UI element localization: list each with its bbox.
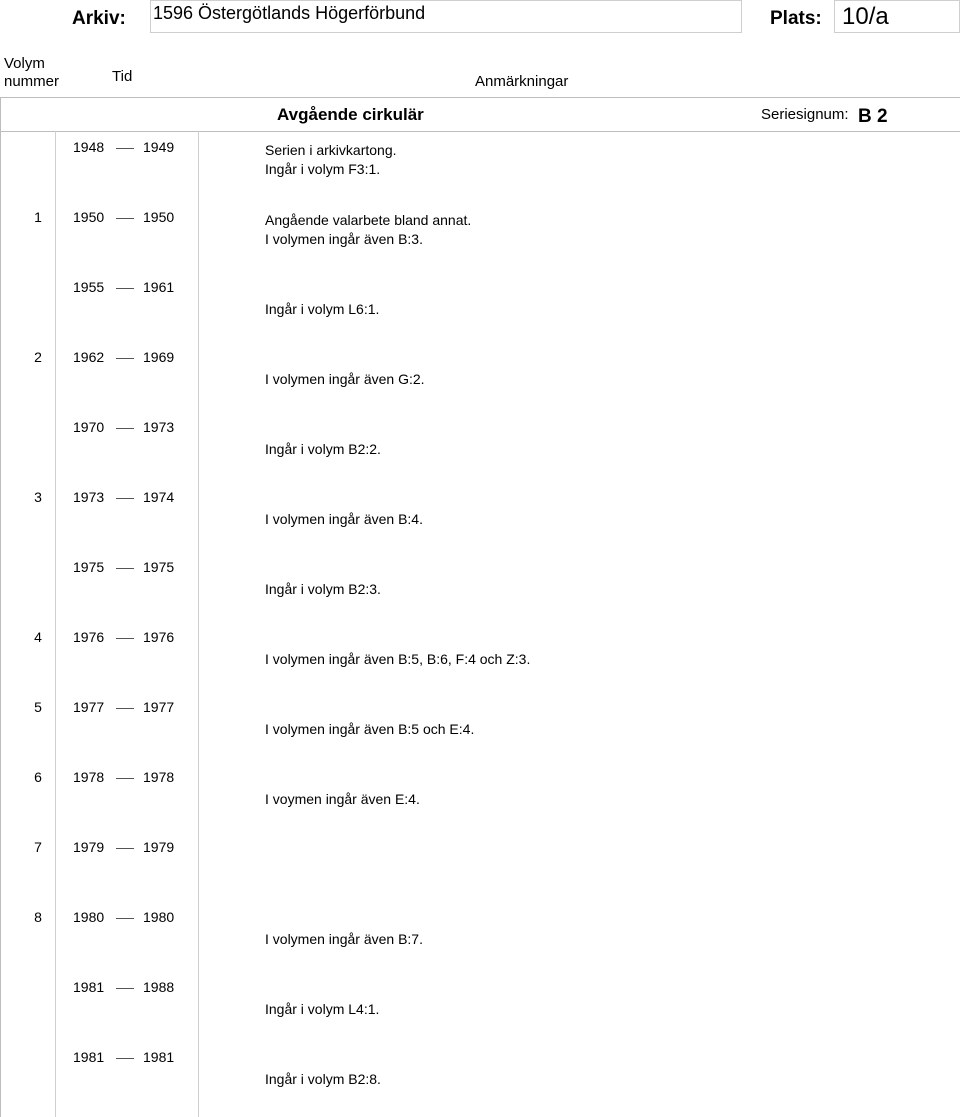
year-range-dash	[116, 708, 134, 709]
year-range-dash	[116, 638, 134, 639]
year-to: 1978	[143, 769, 175, 785]
year-range-dash	[116, 918, 134, 919]
year-from: 1979	[73, 839, 105, 855]
seriesignum-value: B 2	[858, 106, 888, 127]
year-from: 1975	[73, 559, 105, 575]
table-row	[0, 341, 960, 407]
column-header-tid: Tid	[112, 68, 133, 85]
series-title: Avgående cirkulär	[277, 105, 424, 124]
remark	[265, 561, 381, 599]
year-to: 1988	[143, 979, 175, 995]
column-header-volym-line1: Volym	[4, 55, 45, 72]
column-header-volym-line2: nummer	[4, 73, 60, 90]
remark-line: Ingår i volym L6:1.	[265, 301, 380, 317]
column-header-anmarkningar: Anmärkningar	[475, 73, 569, 90]
remark-line	[265, 1051, 381, 1070]
year-from: 1973	[73, 489, 105, 505]
year-to: 1974	[143, 489, 175, 505]
year-to: 1980	[143, 909, 175, 925]
year-range-dash	[116, 568, 134, 569]
year-from: 1981	[73, 979, 105, 995]
remark-line: I volymen ingår även B:5, B:6, F:4 och Z:3.	[265, 651, 531, 667]
remark-line	[265, 771, 420, 790]
year-range-dash	[116, 1058, 134, 1059]
remark-line	[265, 561, 381, 580]
year-range-dash	[116, 778, 134, 779]
volume-number: 6	[34, 769, 42, 785]
table-row	[0, 621, 960, 687]
remark-line	[265, 981, 379, 1000]
remark-line: Ingår i volym B2:8.	[265, 1071, 381, 1087]
table-row	[0, 1041, 960, 1107]
volume-number: 3	[34, 489, 42, 505]
year-range-dash	[116, 358, 134, 359]
year-to: 1961	[143, 279, 175, 295]
year-to: 1969	[143, 349, 175, 365]
table-row	[0, 271, 960, 337]
year-range-dash	[116, 288, 134, 289]
remark-line: I volymen ingår även B:3.	[265, 231, 423, 247]
year-range-dash	[116, 988, 134, 989]
remark	[265, 771, 420, 809]
table-row	[0, 551, 960, 617]
remark	[265, 1051, 381, 1089]
year-to: 1976	[143, 629, 175, 645]
remark	[265, 421, 381, 459]
remark-line	[265, 351, 425, 370]
table-row	[0, 131, 960, 197]
remark-line: Ingår i volym B2:2.	[265, 441, 381, 457]
table-row	[0, 831, 960, 897]
arkiv-label: Arkiv:	[72, 8, 126, 29]
remark	[265, 141, 397, 179]
year-to: 1949	[143, 139, 175, 155]
year-from: 1978	[73, 769, 105, 785]
volume-number: 5	[34, 699, 42, 715]
remark-line	[265, 491, 423, 510]
volume-number: 1	[34, 209, 42, 225]
year-to: 1977	[143, 699, 175, 715]
remark-line	[265, 421, 381, 440]
remark	[265, 701, 474, 739]
table-row	[0, 691, 960, 757]
table-row	[0, 971, 960, 1037]
remark-line: I voymen ingår även E:4.	[265, 791, 420, 807]
remark	[265, 351, 425, 389]
remark	[265, 491, 423, 529]
remark-line: Ingår i volym L4:1.	[265, 1001, 380, 1017]
year-to: 1981	[143, 1049, 175, 1065]
year-from: 1981	[73, 1049, 105, 1065]
remark-line: Serien i arkivkartong.	[265, 142, 397, 158]
year-from: 1955	[73, 279, 105, 295]
remark-line: Ingår i volym B2:3.	[265, 581, 381, 597]
remark	[265, 631, 530, 669]
year-to: 1973	[143, 419, 175, 435]
year-from: 1977	[73, 699, 105, 715]
volume-number: 7	[34, 839, 42, 855]
remark-line: Angående valarbete bland annat.	[265, 212, 472, 228]
year-from: 1970	[73, 419, 105, 435]
plats-value: 10/a	[842, 3, 889, 30]
year-to: 1950	[143, 209, 175, 225]
table-top-border	[0, 97, 960, 98]
remark-line: I volymen ingår även B:7.	[265, 931, 423, 947]
year-range-dash	[116, 218, 134, 219]
remark-line	[265, 631, 530, 650]
remark-line: I volymen ingår även B:4.	[265, 511, 423, 527]
remark-line	[265, 281, 379, 300]
year-range-dash	[116, 148, 134, 149]
remark	[265, 911, 423, 949]
plats-label: Plats:	[770, 8, 822, 29]
year-range-dash	[116, 848, 134, 849]
year-to: 1979	[143, 839, 175, 855]
table-row	[0, 901, 960, 967]
remark	[265, 281, 379, 319]
volume-number: 8	[34, 909, 42, 925]
table-row	[0, 411, 960, 477]
volume-number: 2	[34, 349, 42, 365]
year-from: 1962	[73, 349, 105, 365]
arkiv-value: 1596 Östergötlands Högerförbund	[153, 3, 426, 23]
remark-line	[265, 911, 423, 930]
year-from: 1950	[73, 209, 105, 225]
remark-line: I volymen ingår även B:5 och E:4.	[265, 721, 475, 737]
year-range-dash	[116, 428, 134, 429]
seriesignum-label: Seriesignum:	[761, 106, 849, 123]
remark	[265, 211, 471, 249]
table-row	[0, 761, 960, 827]
volume-number: 4	[34, 629, 42, 645]
remark	[265, 981, 379, 1019]
year-to: 1975	[143, 559, 175, 575]
table-row	[0, 481, 960, 547]
year-range-dash	[116, 498, 134, 499]
remark-line: I volymen ingår även G:2.	[265, 371, 425, 387]
year-from: 1980	[73, 909, 105, 925]
remark-line	[265, 701, 474, 720]
remark-line: Ingår i volym F3:1.	[265, 161, 381, 177]
column-header-volym	[4, 55, 59, 91]
year-from: 1948	[73, 139, 105, 155]
year-from: 1976	[73, 629, 105, 645]
table-row	[0, 201, 960, 267]
